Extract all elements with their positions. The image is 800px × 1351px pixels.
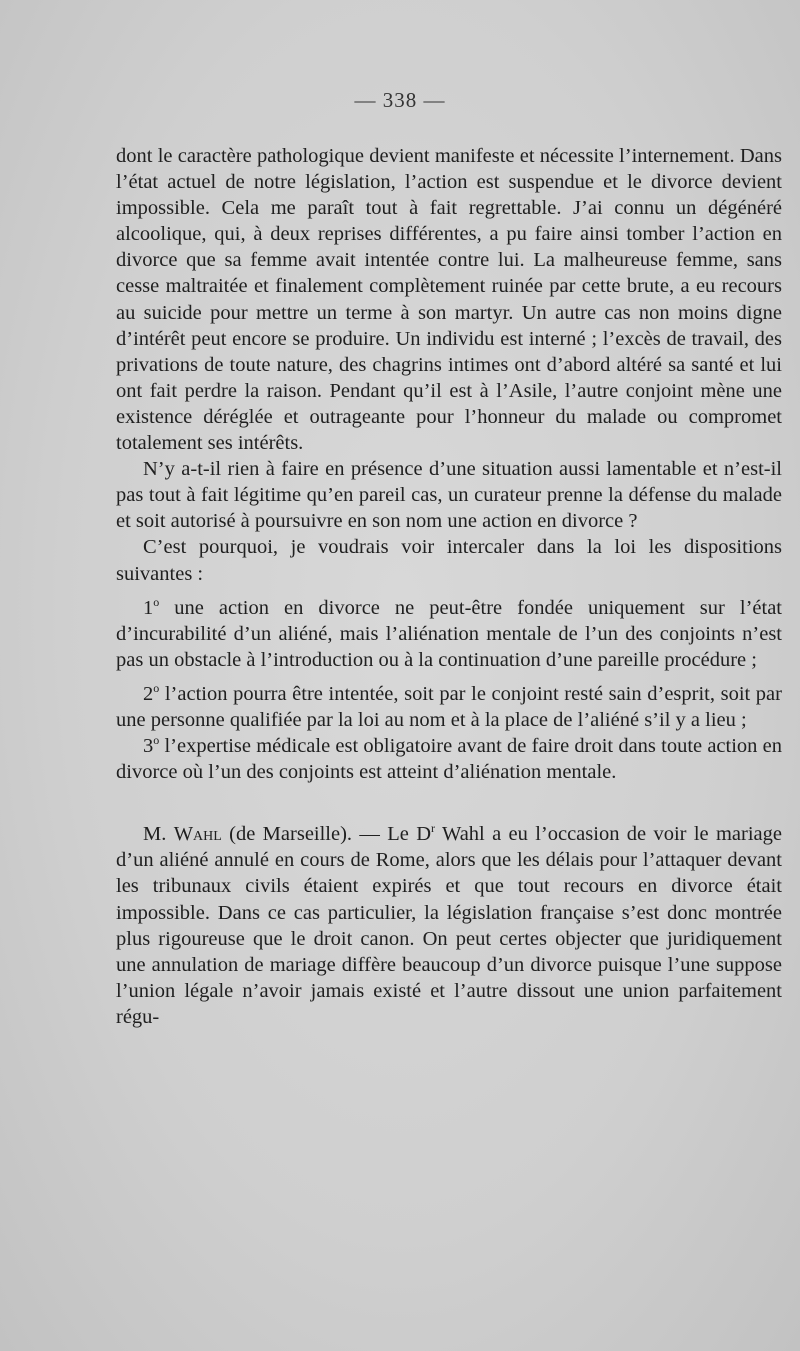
list-item-1: [116, 595, 782, 673]
list-item-2-ordinal: o: [153, 681, 160, 696]
paragraph-wahl: [116, 821, 782, 1030]
speaker-prefix: M.: [143, 823, 174, 846]
paragraph-question: N’y a-t-il rien à faire en présence d’une situation aussi lamentable et n’est-il pas tout à fait légitime qu’en pareil cas, un curateur prenne la défense du malade et soit autorisé à poursuivre en son nom une action en divorce ?: [116, 458, 782, 533]
list-item-3-text: l’expertise médicale est obligatoire avant de faire droit dans toute action en divorce où l’un des conjoints est atteint d’aliénation mentale.: [116, 735, 782, 784]
paragraph-continuation: dont le caractère pathologique devient manifeste et nécessite l’internement. Dans l’état actuel de notre législation, l’action est suspendue et le divorce devient impossible. Cela me paraît tout à fait regrettable. J’ai connu un dégénéré alcoolique, qui, à deux reprises différentes, a pu faire ainsi tomber l’action en divorce que sa femme avait intentée contre lui. La malheureuse femme, sans cesse maltraitée et finalement complètement ruinée par cette brute, a eu recours au suicide pour mettre un terme à son martyr. Un autre cas non moins digne d’intérêt peut encore se produire. Un individu est interné ; l’excès de travail, des privations de toute nature, des chagrins intimes ont d’abord altéré sa santé et lui ont fait perdre la raison. Pendant qu’il est à l’Asile, l’autre conjoint mène une existence déréglée et outrageante pour l’honneur du malade ou compromet totalement ses intérêts.: [116, 145, 782, 455]
paragraph-intro-list: C’est pourquoi, je voudrais voir intercaler dans la loi les dispositions suivantes :: [116, 536, 782, 585]
list-item-3: [116, 733, 782, 785]
list-item-2-text: l’action pourra être intentée, soit par le conjoint resté sain d’esprit, soit par une personne qualifiée par la loi au nom et à la place de l’aliéné s’il y a lieu ;: [116, 682, 782, 731]
list-item-2-number: 2: [143, 682, 154, 705]
speaker-origin: (de Marseille). — Le D: [221, 823, 432, 846]
speaker-name: Wahl: [173, 823, 222, 846]
body-text: [116, 143, 782, 1030]
doctor-abbrev-sup: r: [431, 821, 436, 836]
list-item-1-number: 1: [143, 596, 154, 619]
list-item-1-ordinal: o: [153, 594, 160, 609]
list-item-2: [116, 681, 782, 733]
list-item-3-number: 3: [143, 735, 154, 758]
paragraph-wahl-text: Wahl a eu l’occasion de voir le mariage d’un aliéné annulé en cours de Rome, alors que les délais pour l’attaquer devant les tribunaux civils étaient expirés et que tout recours en divorce était impossible. Dans ce cas particulier, la législation française s’est donc montrée plus rigoureuse que le droit canon. On peut certes objecter que juridiquement une annulation de mariage diffère beaucoup d’un divorce puisque l’une suppose l’union légale n’avoir jamais existé et l’autre dissout une union parfaitement régu-: [116, 823, 782, 1028]
list-item-1-text: une action en divorce ne peut-être fondée uniquement sur l’état d’incurabilité d’un aliéné, mais l’aliénation mentale de l’un des conjoints n’est pas un obstacle à l’introduction ou à la continuation d’une pareille procédure ;: [116, 596, 782, 671]
page-number: — 338 —: [354, 88, 446, 112]
list-item-3-ordinal: o: [153, 733, 160, 748]
